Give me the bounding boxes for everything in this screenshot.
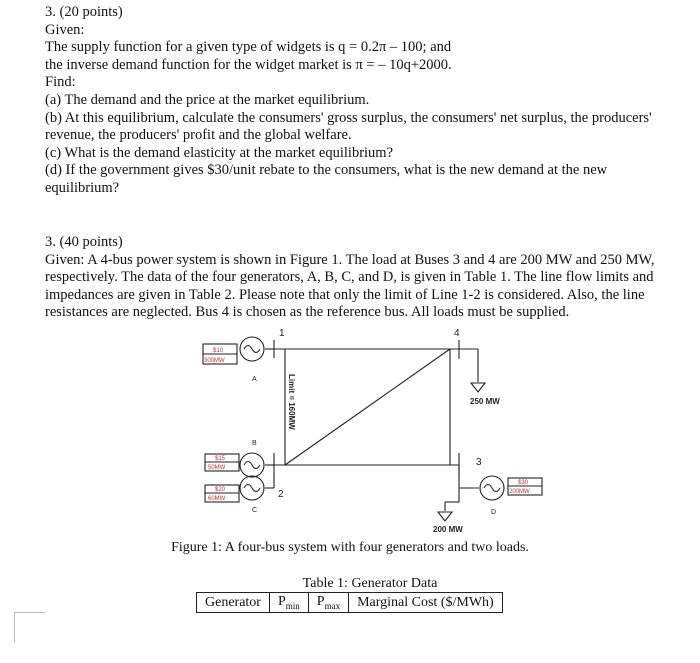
gen-a-cap: 300MW (204, 358, 225, 364)
line-limit-label: Limit = 160MW (287, 374, 296, 430)
gen-d-cap: 200MW (509, 489, 530, 495)
figure-caption: Figure 1: A four-bus system with four generators and two loads. (171, 540, 529, 555)
load-3-label: 200 MW (433, 525, 463, 534)
part-d-cont: equilibrium? (45, 179, 120, 196)
header-pmin: $P_{min}$ (269, 593, 308, 613)
four-bus-diagram (195, 326, 555, 538)
gen-b-cap: 50MW (208, 465, 226, 471)
problem-text: resistances are neglected. Bus 4 is chosen as the reference bus. All loads must be supplied. (45, 304, 570, 321)
gen-c-label: C (252, 507, 258, 514)
page-corner-mark (14, 612, 45, 643)
gen-a-price: $10 (213, 348, 224, 354)
gen-a-label: A (252, 376, 257, 383)
part-c: (c) What is the demand elasticity at the market equilibrium? (45, 144, 394, 161)
problem-text: impedances are given in Table 2. Please note that only the limit of Line 1-2 is considered. Also, the line (45, 286, 645, 303)
gen-c-cap: 60MW (208, 496, 226, 502)
gen-b-price: $15 (215, 456, 226, 462)
load-4-arrow (471, 383, 485, 392)
header-generator: Generator (197, 593, 270, 613)
load-3-arrow (438, 512, 452, 521)
gen-c-price: $20 (215, 487, 226, 493)
generator-data-table (196, 592, 503, 613)
load-4-label: 250 MW (470, 397, 500, 406)
question-heading: 3. (40 points) (45, 234, 123, 250)
table-header-row (197, 593, 503, 613)
gen-d-label: D (491, 509, 497, 516)
problem-text: Given: A 4-bus power system is shown in Figure 1. The load at Buses 3 and 4 are 200 MW and 250 MW, (45, 251, 655, 268)
part-a: (a) The demand and the price at the market equilibrium. (45, 91, 370, 108)
bus-1-label: 1 (279, 328, 285, 339)
question-3a-block (45, 4, 652, 198)
bus-4-label: 4 (454, 328, 460, 339)
question-heading: 3. (20 points) (45, 4, 123, 20)
header-pmax: $P_{max}$ (308, 593, 348, 613)
given-label: Given: (45, 21, 85, 38)
bus-3-label: 3 (476, 457, 482, 468)
find-label: Find: (45, 74, 76, 91)
bus-2-label: 2 (278, 489, 284, 500)
line-2-4 (285, 349, 450, 465)
given-text: the inverse demand function for the widget market is π = – 10q+2000. (45, 56, 452, 73)
problem-text: respectively. The data of the four generators, A, B, C, and D, is given in Table 1. The line flow limits and (45, 269, 654, 286)
table-title: Table 1: Generator Data (302, 576, 438, 591)
given-text: The supply function for a given type of widgets is q = 0.2π – 100; and (45, 39, 452, 56)
part-b-cont: revenue, the producers' profit and the global welfare. (45, 127, 352, 144)
gen-b-label: B (252, 440, 257, 447)
part-d: (d) If the government gives $30/unit rebate to the consumers, what is the new demand at the new (45, 162, 608, 179)
header-marginal-cost: Marginal Cost ($/MWh) (349, 593, 503, 613)
question-3b-block (45, 234, 654, 322)
part-b: (b) At this equilibrium, calculate the consumers' gross surplus, the consumers' net surplus, the producers' (45, 109, 652, 126)
gen-d-price: $30 (518, 480, 529, 486)
